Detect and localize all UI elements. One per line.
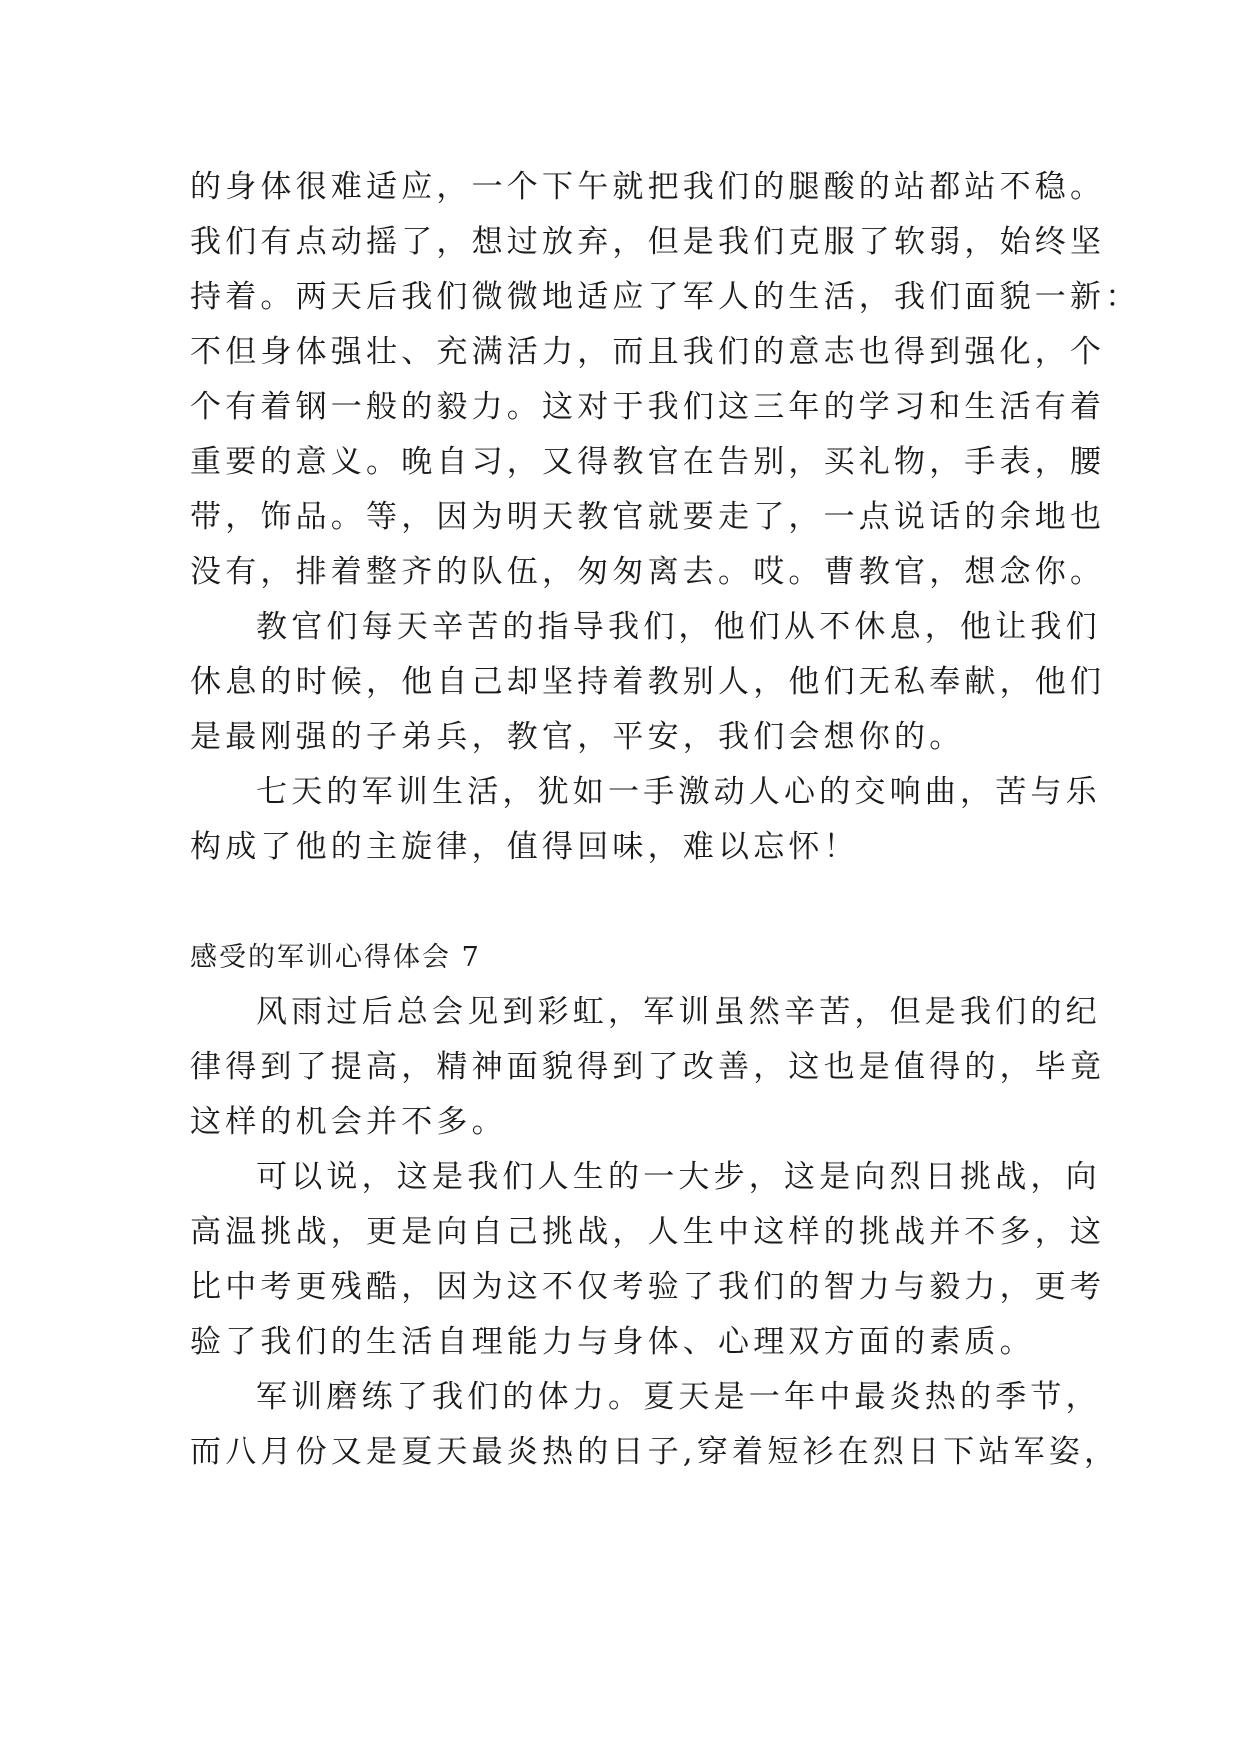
paragraph [190, 1150, 1106, 1370]
text-line: 可以说，这是我们人生的一大步，这是向烈日挑战，向 [256, 1159, 1101, 1195]
text-line: 没有，排着整齐的队伍，匆匆离去。哎。曹教官，想念你。 [190, 554, 1106, 590]
text-line: 重要的意义。晚自习，又得教官在告别，买礼物，手表，腰 [190, 444, 1106, 480]
text-line: 教官们每天辛苦的指导我们，他们从不休息，他让我们 [256, 609, 1101, 645]
text-line: 我们有点动摇了，想过放弃，但是我们克服了软弱，始终坚 [190, 224, 1106, 260]
text-line: 持着。两天后我们微微地适应了军人的生活，我们面貌一新： [190, 279, 1141, 315]
text-line: 而八月份又是夏天最炎热的日子,穿着短衫在烈日下站军姿， [190, 1434, 1120, 1470]
text-line: 休息的时候，他自己却坚持着教别人，他们无私奉献，他们 [190, 664, 1106, 700]
text-line: 的身体很难适应，一个下午就把我们的腿酸的站都站不稳。 [190, 169, 1106, 205]
text-line: 验了我们的生活自理能力与身体、心理双方面的素质。 [190, 1324, 1035, 1360]
text-line: 七天的军训生活，犹如一手激动人心的交响曲，苦与乐 [256, 774, 1101, 810]
document-page [190, 160, 1141, 1480]
text-line: 军训磨练了我们的体力。夏天是一年中最炎热的季节， [256, 1379, 1101, 1415]
text-line: 带，饰品。等，因为明天教官就要走了，一点说话的余地也 [190, 499, 1106, 535]
text-line: 高温挑战，更是向自己挑战，人生中这样的挑战并不多，这 [190, 1214, 1106, 1250]
text-line: 是最刚强的子弟兵，教官，平安，我们会想你的。 [190, 719, 965, 755]
text-line: 个有着钢一般的毅力。这对于我们这三年的学习和生活有着 [190, 389, 1106, 425]
text-line: 这样的机会并不多。 [190, 1104, 507, 1140]
text-line: 律得到了提高，精神面貌得到了改善，这也是值得的，毕竟 [190, 1049, 1106, 1085]
paragraph [190, 600, 1106, 765]
text-line: 不但身体强壮、充满活力，而且我们的意志也得到强化，个 [190, 334, 1106, 370]
text-line: 风雨过后总会见到彩虹，军训虽然辛苦，但是我们的纪 [256, 994, 1101, 1030]
section-heading: 感受的军训心得体会 7 [190, 942, 481, 973]
paragraph [190, 765, 1101, 875]
paragraph [190, 985, 1106, 1150]
paragraph [190, 160, 1141, 600]
text-line: 比中考更残酷，因为这不仅考验了我们的智力与毅力，更考 [190, 1269, 1106, 1305]
paragraph [190, 1370, 1120, 1480]
text-line: 构成了他的主旋律，值得回味，难以忘怀！ [190, 829, 859, 865]
blank-line [190, 875, 1060, 930]
